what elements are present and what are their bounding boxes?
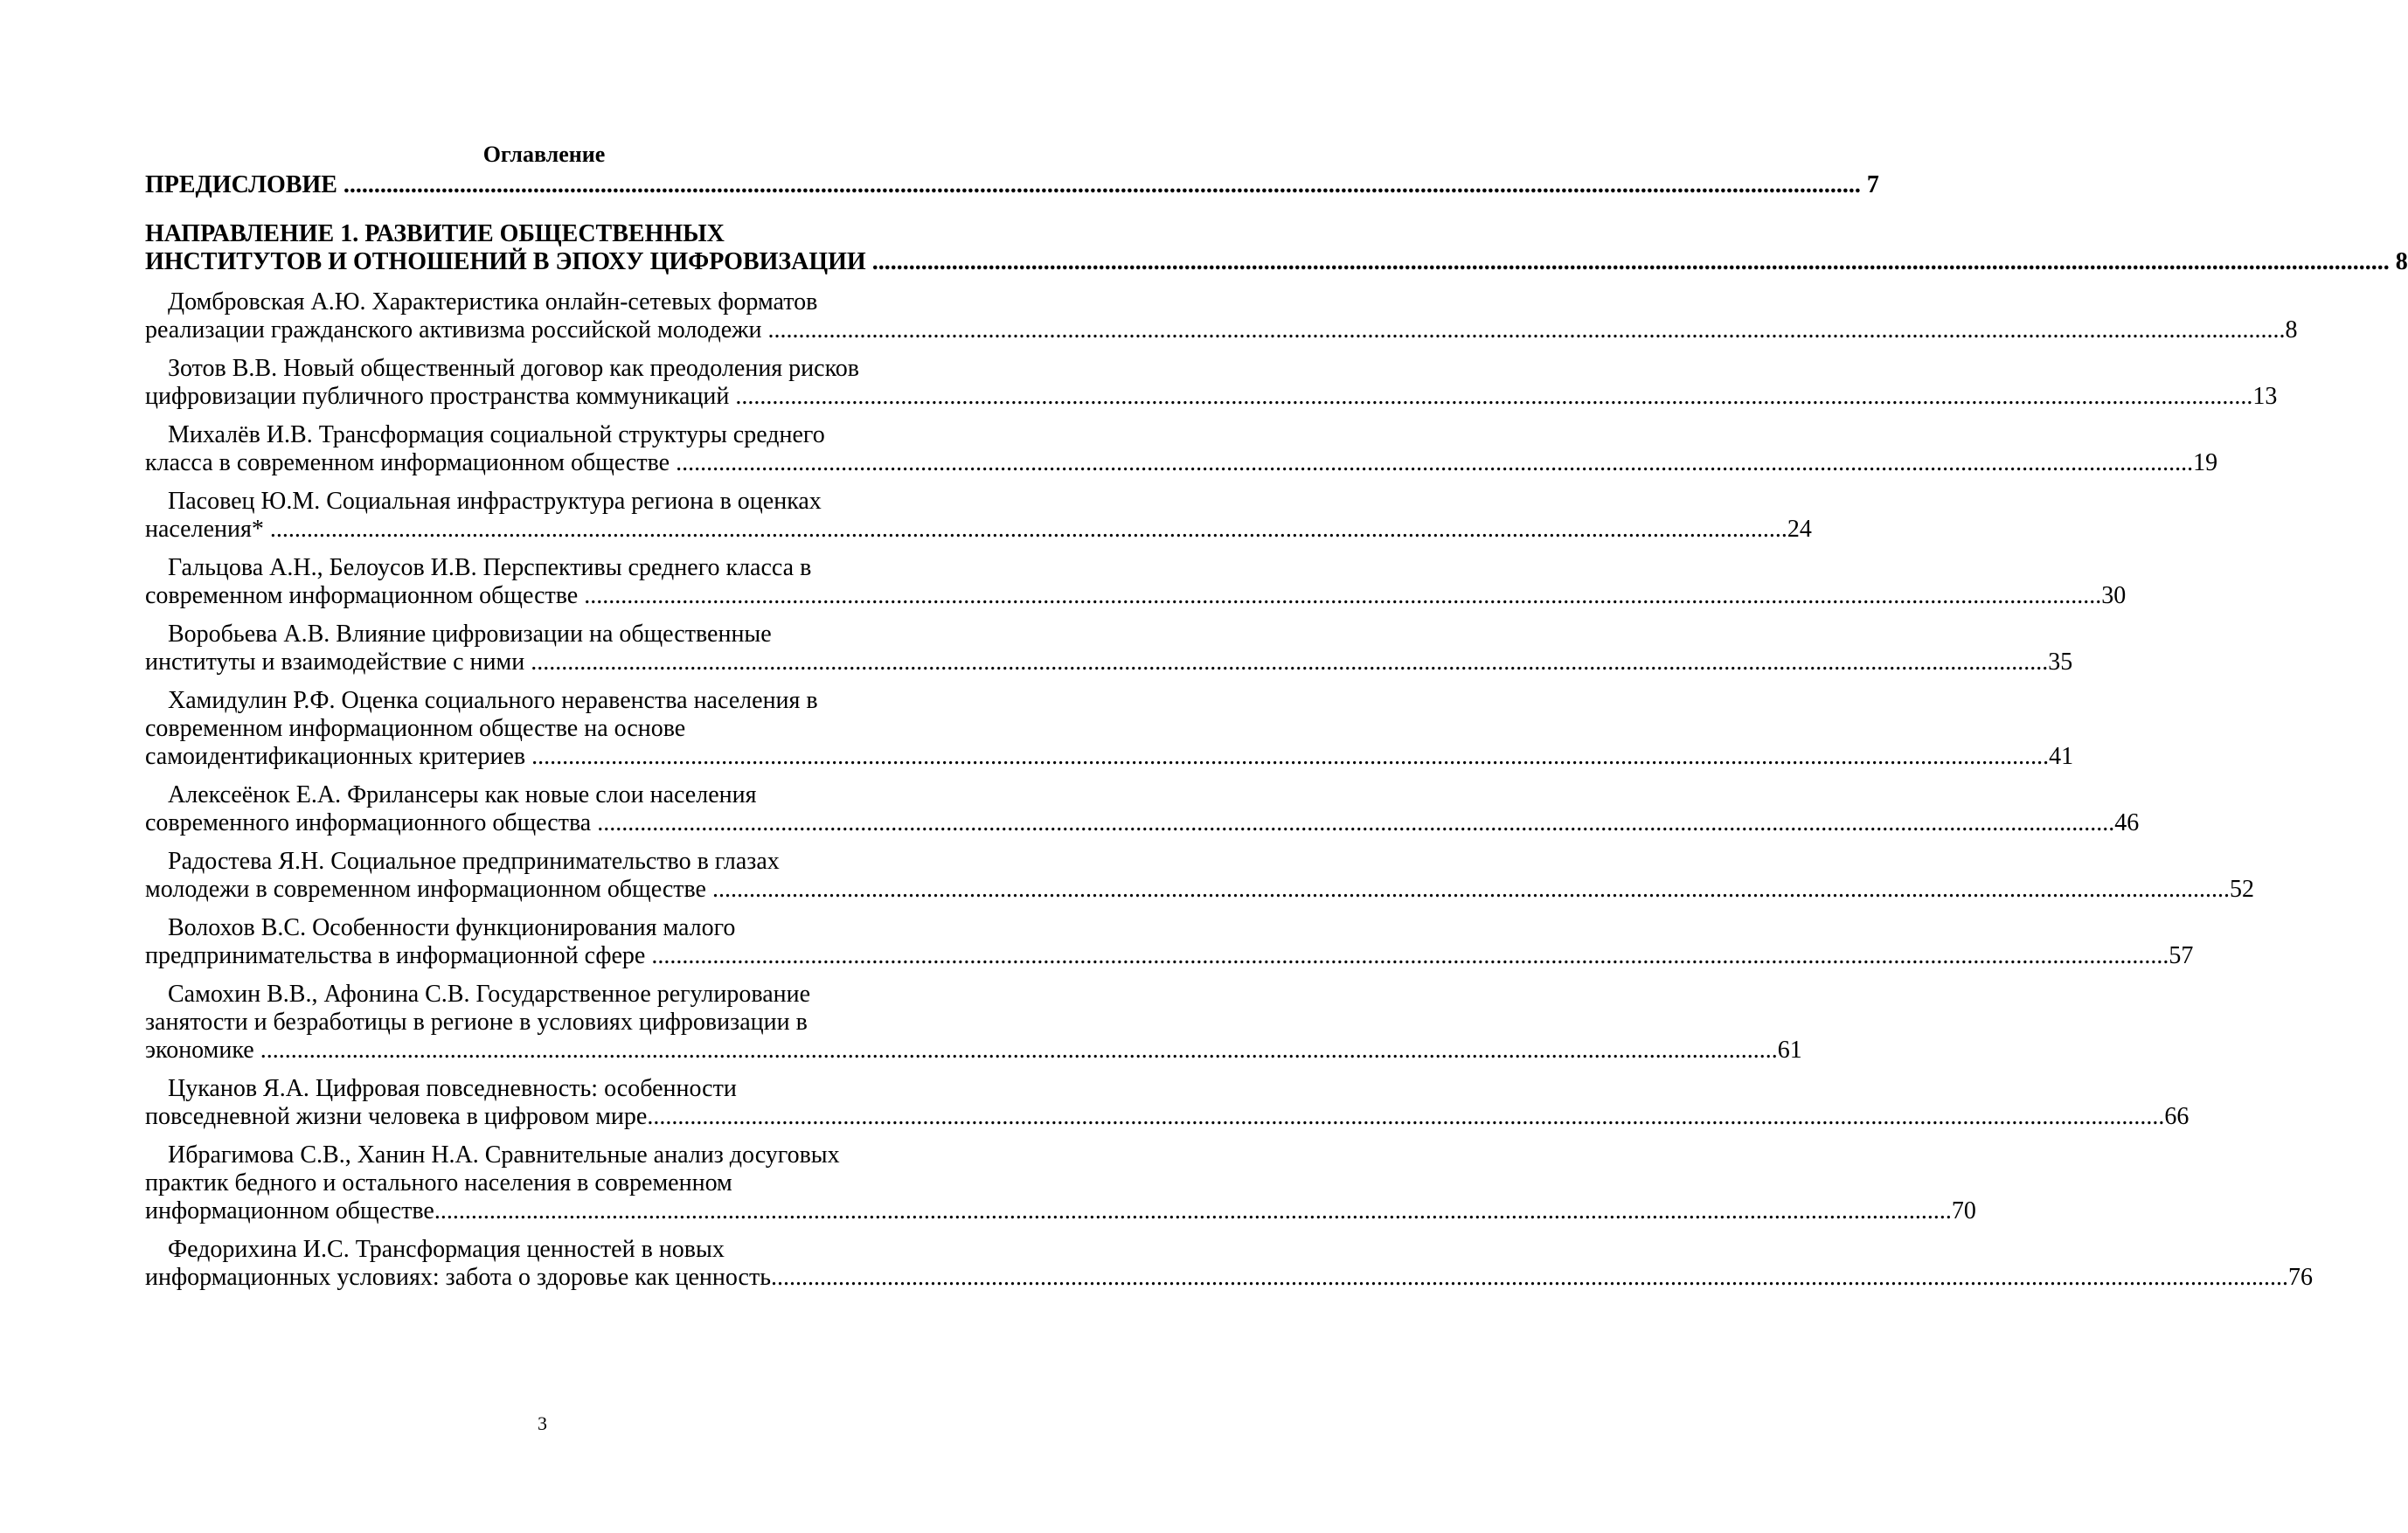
toc-entry-line: занятости и безработицы в регионе в условиях цифровизации в bbox=[145, 1009, 808, 1036]
toc-entry[interactable] bbox=[145, 488, 1812, 544]
toc-entry-line: экономике bbox=[145, 1037, 260, 1064]
toc-entry-line: Гальцова А.Н., Белоусов И.В. Перспективы среднего класса в bbox=[168, 554, 812, 581]
toc-entry-page: 24 bbox=[1787, 516, 1812, 543]
toc-entry[interactable] bbox=[145, 1236, 2313, 1292]
dot-leader bbox=[531, 649, 2048, 676]
toc-entry[interactable] bbox=[145, 1141, 1976, 1225]
toc-entry-page: 76 bbox=[2287, 1264, 2313, 1291]
dot-leader bbox=[712, 876, 2230, 903]
toc-entry[interactable] bbox=[145, 981, 1802, 1065]
toc-entry-line: Воробьева А.В. Влияние цифровизации на общественные bbox=[168, 621, 772, 648]
toc-entry-line: Федорихина И.С. Трансформация ценностей в новых bbox=[168, 1236, 725, 1263]
toc-entry-page: 19 bbox=[2193, 449, 2218, 476]
toc-direction-page: 8 bbox=[2395, 248, 2408, 275]
toc-entry[interactable] bbox=[145, 421, 2218, 477]
toc-entry[interactable] bbox=[145, 621, 2073, 676]
dot-leader bbox=[872, 248, 2390, 275]
toc-preface-label: ПРЕДИСЛОВИЕ bbox=[145, 171, 337, 198]
toc-preface-page: 7 bbox=[1866, 171, 1879, 198]
toc-direction-1[interactable] bbox=[145, 220, 2408, 276]
toc-entry-line: Самохин В.В., Афонина С.В. Государственное регулирование bbox=[168, 981, 811, 1008]
toc-entry-line: предпринимательства в информационной сфере bbox=[145, 942, 652, 969]
toc-entry-line: цифровизации публичного пространства коммуникаций bbox=[145, 383, 736, 410]
dot-leader bbox=[531, 743, 2049, 770]
toc-entry-page: 66 bbox=[2164, 1103, 2189, 1130]
toc-entry[interactable] bbox=[145, 554, 2127, 610]
dot-leader bbox=[651, 942, 2169, 969]
toc-entry-line: информационных условиях: забота о здоровье как ценность bbox=[145, 1264, 771, 1291]
toc-entry-line: Волохов В.С. Особенности функционирования малого bbox=[168, 914, 736, 941]
toc-entry[interactable] bbox=[145, 288, 2298, 344]
toc-entry-page: 52 bbox=[2229, 876, 2254, 903]
toc-entry-page: 46 bbox=[2114, 809, 2140, 836]
toc-entry-line: Михалёв И.В. Трансформация социальной структуры среднего bbox=[168, 421, 825, 448]
toc-entry-line: самоидентификационных критериев bbox=[145, 743, 532, 770]
toc-entry-line: практик бедного и остального населения в современном bbox=[145, 1169, 732, 1197]
toc-entry-line: современном информационном обществе bbox=[145, 582, 585, 609]
toc-entry-line: реализации гражданского активизма российской молодежи bbox=[145, 316, 768, 343]
toc-entry-page: 61 bbox=[1777, 1037, 1802, 1064]
dot-leader bbox=[344, 171, 1861, 198]
toc-entry-page: 57 bbox=[2169, 942, 2194, 969]
toc-entry-line: Ибрагимова С.В., Ханин Н.А. Сравнительные анализ досуговых bbox=[168, 1141, 840, 1169]
dot-leader bbox=[676, 449, 2193, 476]
dot-leader bbox=[735, 383, 2252, 410]
toc-entry-line: Зотов В.В. Новый общественный договор как преодоления рисков bbox=[168, 355, 859, 382]
toc-entry-line: Хамидулин Р.Ф. Оценка социального неравенства населения в bbox=[168, 687, 818, 714]
toc-entry-line: Алексеёнок Е.А. Фрилансеры как новые слои населения bbox=[168, 781, 757, 808]
dot-leader bbox=[584, 582, 2101, 609]
dot-leader bbox=[597, 809, 2114, 836]
toc-preface[interactable] bbox=[145, 171, 1879, 199]
toc-entry-line: Радостева Я.Н. Социальное предпринимательство в глазах bbox=[168, 848, 780, 875]
toc-entry[interactable] bbox=[145, 914, 2194, 970]
toc-entry-line: Пасовец Ю.М. Социальная инфраструктура региона в оценках bbox=[168, 488, 822, 515]
dot-leader bbox=[260, 1037, 1778, 1064]
table-of-contents bbox=[145, 142, 2408, 1292]
toc-direction-line1: НАПРАВЛЕНИЕ 1. РАЗВИТИЕ ОБЩЕСТВЕННЫХ bbox=[145, 220, 725, 247]
toc-entry-line: информационном обществе bbox=[145, 1197, 434, 1224]
toc-entry-page: 8 bbox=[2285, 316, 2298, 343]
toc-entry[interactable] bbox=[145, 355, 2278, 411]
dot-leader bbox=[771, 1264, 2288, 1291]
page-number: 3 bbox=[538, 1412, 547, 1434]
dot-leader bbox=[768, 316, 2286, 343]
toc-entry[interactable] bbox=[145, 781, 2140, 837]
toc-entry-line: институты и взаимодействие с ними bbox=[145, 649, 531, 676]
toc-title: Оглавление bbox=[482, 142, 606, 167]
toc-direction-line2: ИНСТИТУТОВ И ОТНОШЕНИЙ В ЭПОХУ ЦИФРОВИЗАЦИИ bbox=[145, 248, 866, 275]
toc-entry-line: населения* bbox=[145, 516, 270, 543]
toc-entry-line: современного информационного общества bbox=[145, 809, 598, 836]
toc-entry-page: 30 bbox=[2101, 582, 2127, 609]
toc-entry[interactable] bbox=[145, 687, 2074, 771]
toc-entry-line: Цуканов Я.А. Цифровая повседневность: особенности bbox=[168, 1075, 737, 1102]
toc-entry-line: современном информационном обществе на основе bbox=[145, 715, 686, 742]
toc-entry-page: 13 bbox=[2252, 383, 2278, 410]
dot-leader bbox=[647, 1103, 2164, 1130]
toc-entry-page: 70 bbox=[1951, 1197, 1976, 1224]
toc-entry-line: Домбровская А.Ю. Характеристика онлайн-сетевых форматов bbox=[168, 288, 818, 316]
dot-leader bbox=[270, 516, 1787, 543]
toc-entry-line: молодежи в современном информационном обществе bbox=[145, 876, 712, 903]
dot-leader bbox=[434, 1197, 1952, 1224]
toc-entry[interactable] bbox=[145, 1075, 2189, 1131]
toc-entry-line: класса в современном информационном обществе bbox=[145, 449, 677, 476]
toc-entry-line: повседневной жизни человека в цифровом мире bbox=[145, 1103, 648, 1130]
toc-entry[interactable] bbox=[145, 848, 2254, 904]
toc-entry-page: 35 bbox=[2048, 649, 2073, 676]
toc-entry-page: 41 bbox=[2049, 743, 2074, 770]
